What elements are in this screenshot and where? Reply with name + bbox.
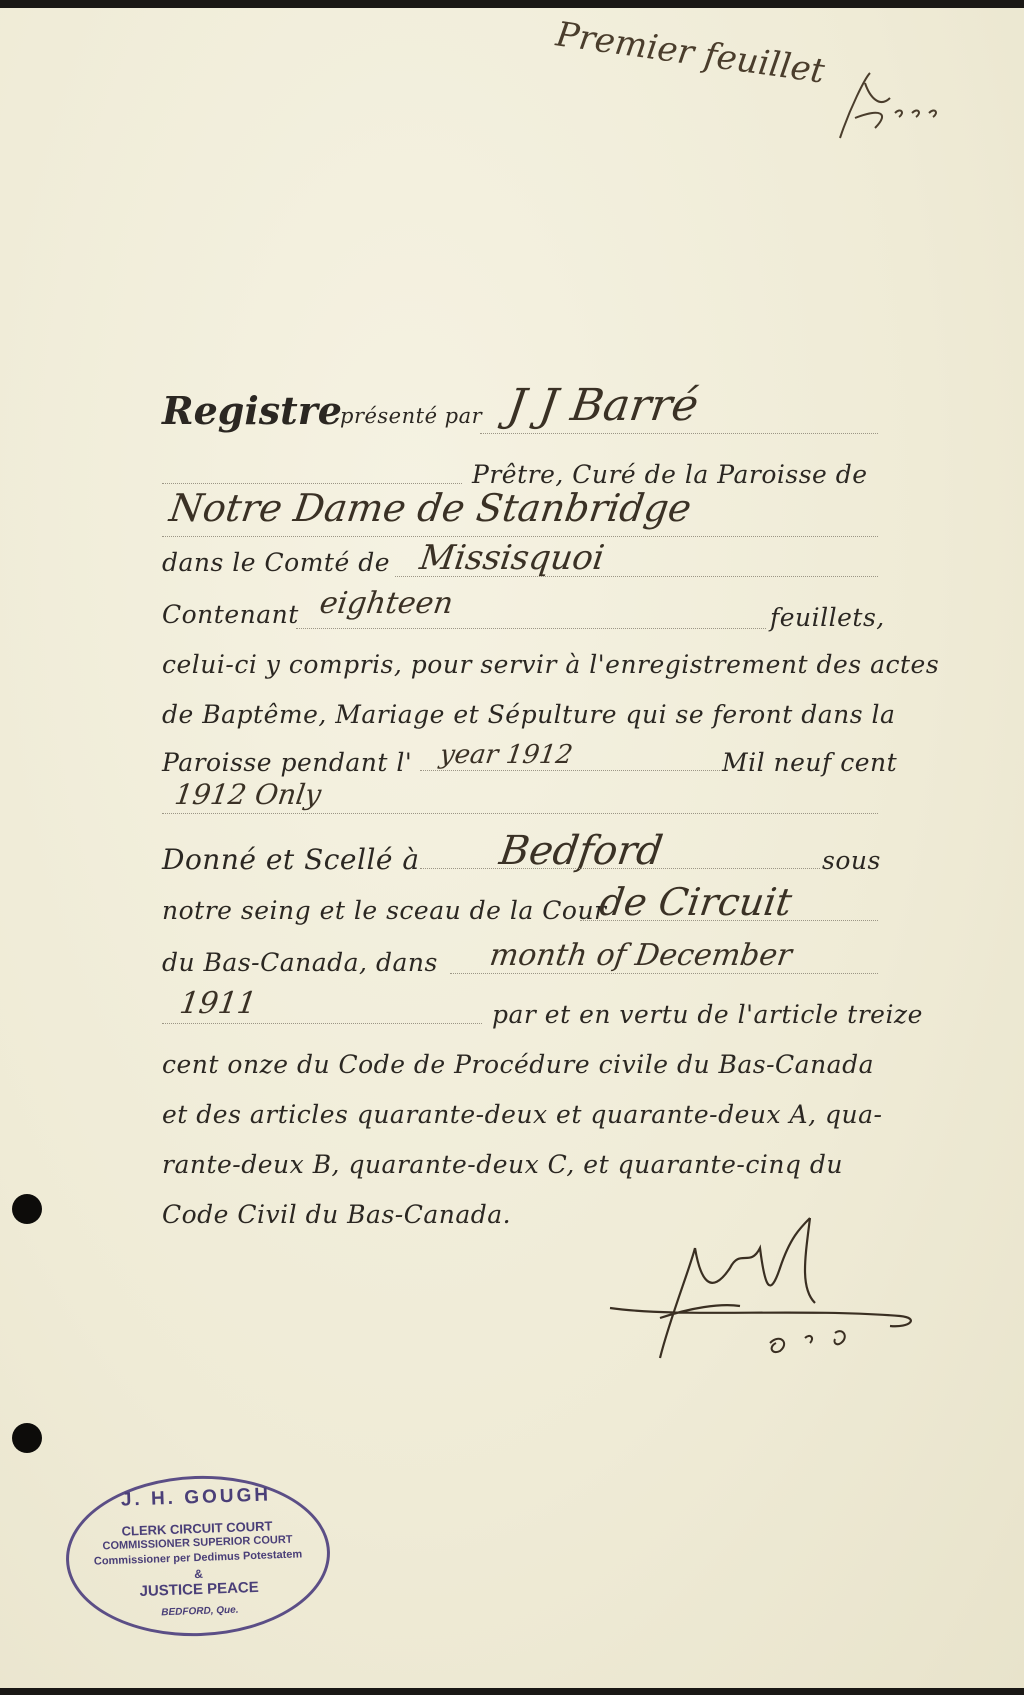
sous-label: sous <box>822 846 881 875</box>
year-only-line <box>162 813 878 814</box>
stamp-dedimus: Commissioner per Dedimus Potestatem <box>93 1548 303 1568</box>
corner-note: Premier feuillet <box>553 14 828 92</box>
clerk-stamp <box>63 1471 332 1640</box>
court-name: de Circuit <box>596 880 795 924</box>
county-name: Missisquoi <box>417 538 607 578</box>
donne-label: Donné et Scellé à <box>162 843 420 876</box>
body-line-16: Code Civil du Bas-Canada. <box>162 1200 512 1229</box>
stamp-ampersand: & <box>194 1566 204 1582</box>
paroisse-pendant-label: Paroisse pendant l' <box>162 748 413 777</box>
stamp-commissioner: COMMISSIONER SUPERIOR COURT <box>102 1533 293 1553</box>
priest-name: J J Barré <box>504 380 702 431</box>
corner-initials-icon <box>820 68 970 148</box>
body-line-14: et des articles quarante-deux et quarante-deux A, qua- <box>162 1100 883 1129</box>
year-only: 1912 Only <box>172 778 324 811</box>
stamp-name: J. H. GOUGH <box>120 1484 272 1511</box>
presented-by-label: présenté par <box>340 404 483 428</box>
heading-line <box>480 433 878 434</box>
punch-hole-bottom <box>12 1423 42 1453</box>
punch-hole-top <box>12 1194 42 1224</box>
mil-neuf-cent-label: Mil neuf cent <box>722 748 898 777</box>
year-line <box>420 770 720 771</box>
date-year-line <box>162 1023 482 1024</box>
year-written: year 1912 <box>437 740 575 770</box>
body-line-15: rante-deux B, quarante-deux C, et quarante-cinq du <box>162 1150 843 1179</box>
contenant-label: Contenant <box>162 600 299 629</box>
stamp-location: BEDFORD, Que. <box>161 1604 239 1619</box>
bas-canada-dans-label: du Bas-Canada, dans <box>162 948 438 977</box>
date-line <box>450 973 878 974</box>
leaf-count: eighteen <box>317 586 456 621</box>
body-line-5: celui-ci y compris, pour servir à l'enregistrement des actes <box>162 650 940 679</box>
leaf-count-line <box>296 628 766 629</box>
body-line-13: cent onze du Code de Procédure civile du Bas-Canada <box>162 1050 874 1079</box>
document-page <box>0 8 1024 1688</box>
place-name: Bedford <box>496 828 666 874</box>
parish-line <box>162 536 878 537</box>
pretre-text: Prêtre, Curé de la Paroisse de <box>472 460 868 489</box>
par-vertu-label: par et en vertu de l'article treize <box>492 1000 923 1029</box>
date-written: month of December <box>487 938 795 973</box>
blank-line-1 <box>162 483 462 484</box>
court-line <box>580 920 878 921</box>
parish-name: Notre Dame de Stanbridge <box>166 486 695 530</box>
signature-icon <box>600 1208 930 1368</box>
notre-seing-label: notre seing et le sceau de la Cour <box>162 896 607 925</box>
body-line-6: de Baptême, Mariage et Sépulture qui se feront dans la <box>162 700 896 729</box>
register-title: Registre <box>162 388 342 433</box>
county-line <box>395 576 878 577</box>
comte-label: dans le Comté de <box>162 548 390 577</box>
feuillets-label: feuillets, <box>770 603 885 632</box>
stamp-justice: JUSTICE PEACE <box>139 1578 260 1601</box>
stamp-clerk: CLERK CIRCUIT COURT <box>121 1518 273 1539</box>
date-year: 1911 <box>177 986 259 1021</box>
place-line <box>420 868 820 869</box>
